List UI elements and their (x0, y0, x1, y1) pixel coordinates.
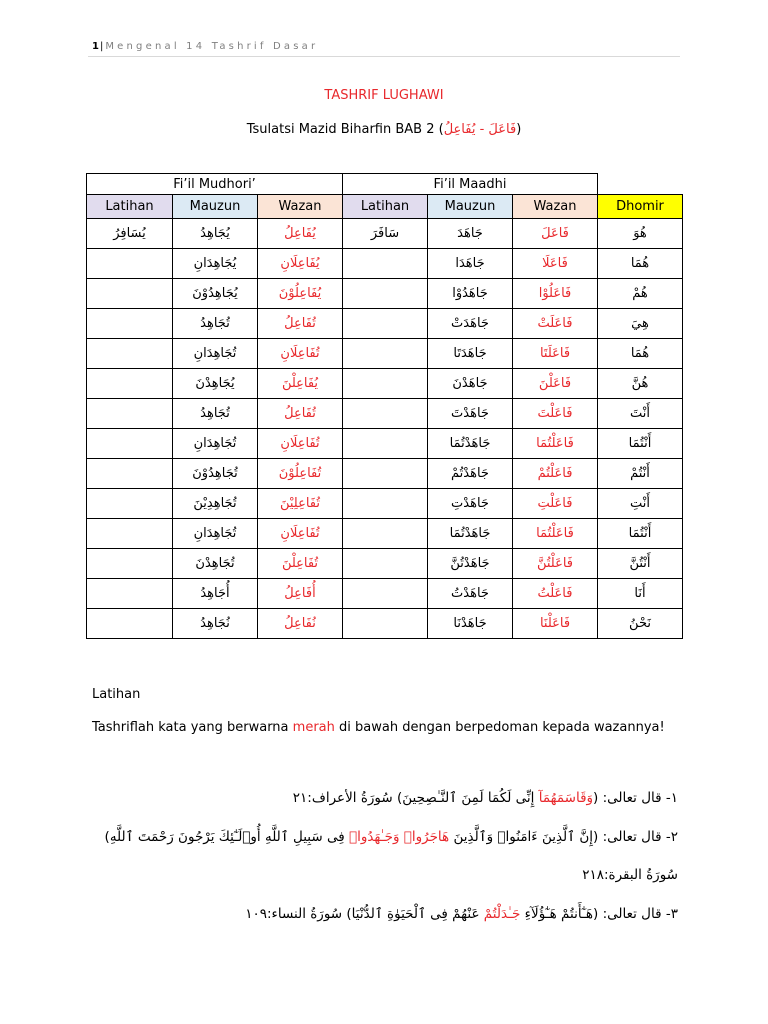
mauzun-maadhi-cell: جَاهَدْتِ (428, 489, 513, 519)
header-divider (88, 56, 680, 57)
latihan-maadhi-cell (343, 309, 428, 339)
latihan-maadhi-cell: سَافَرَ (343, 219, 428, 249)
exercise-target-word: جَـٰدَلْتُمْ (483, 906, 521, 922)
latihan-maadhi-cell (343, 339, 428, 369)
latihan-mudhori-cell (87, 489, 173, 519)
group-header-empty (598, 174, 683, 195)
wazan-mudhori-cell: نُفَاعِلُ (258, 609, 343, 639)
page-subtitle (0, 122, 768, 137)
dhomir-cell: أَنْتُمَا (598, 429, 683, 459)
latihan-maadhi-cell (343, 249, 428, 279)
table-row (87, 339, 683, 369)
page-title: TASHRIF LUGHAWI (324, 88, 444, 103)
latihan-mudhori-cell (87, 579, 173, 609)
group-header-maadhi: Fi’il Maadhi (343, 174, 598, 195)
table-row (87, 309, 683, 339)
dhomir-cell: نَحْنُ (598, 609, 683, 639)
exercise-target-word: وَقَاسَمَهُمَآ (538, 790, 594, 806)
mauzun-mudhori-cell: تُجَاهِدَانِ (173, 339, 258, 369)
exercise-text: إِنِّى لَكُمَا لَمِنَ ٱلنَّـٰصِحِينَ) سُورَةُ الأعراف:٢١ (292, 790, 539, 806)
dhomir-cell: هُوَ (598, 219, 683, 249)
col-header-latihan: Latihan (343, 195, 428, 219)
latihan-maadhi-cell (343, 459, 428, 489)
instruction-highlight: merah (292, 720, 335, 735)
table-row (87, 399, 683, 429)
latihan-mudhori-cell (87, 279, 173, 309)
mauzun-mudhori-cell: تُجَاهِدُ (173, 309, 258, 339)
table-row (87, 609, 683, 639)
table-row (87, 249, 683, 279)
mauzun-maadhi-cell: جَاهَدَتْ (428, 309, 513, 339)
table-row (87, 429, 683, 459)
latihan-mudhori-cell (87, 519, 173, 549)
latihan-instruction (92, 720, 665, 735)
dhomir-cell: هُمْ (598, 279, 683, 309)
wazan-maadhi-cell: فَاعَلْتُمَا (513, 519, 598, 549)
col-header-mauzun: Mauzun (428, 195, 513, 219)
mauzun-mudhori-cell: يُجَاهِدَانِ (173, 249, 258, 279)
latihan-mudhori-cell (87, 249, 173, 279)
latihan-mudhori-cell (87, 459, 173, 489)
subtitle-arabic-wazan: فَاعَلَ - يُفَاعِلُ (443, 122, 517, 137)
wazan-maadhi-cell: فَاعَلْتُمْ (513, 459, 598, 489)
page-number: 1 (92, 41, 99, 52)
mauzun-mudhori-cell: تُجَاهِدَانِ (173, 429, 258, 459)
mauzun-mudhori-cell: تُجَاهِدُ (173, 399, 258, 429)
latihan-maadhi-cell (343, 609, 428, 639)
running-header (92, 41, 318, 52)
wazan-mudhori-cell: يُفَاعِلَانِ (258, 249, 343, 279)
latihan-maadhi-cell (343, 279, 428, 309)
wazan-mudhori-cell: تُفَاعِلُوْنَ (258, 459, 343, 489)
latihan-maadhi-cell (343, 429, 428, 459)
mauzun-maadhi-cell: جَاهَدْتُمَا (428, 519, 513, 549)
group-header-mudhori: Fi’il Mudhori’ (87, 174, 343, 195)
latihan-maadhi-cell (343, 549, 428, 579)
col-header-latihan: Latihan (87, 195, 173, 219)
wazan-maadhi-cell: فَاعَلَ (513, 219, 598, 249)
column-header-row (87, 195, 683, 219)
latihan-maadhi-cell (343, 399, 428, 429)
wazan-mudhori-cell: تُفَاعِلُ (258, 309, 343, 339)
latihan-heading: Latihan (92, 687, 141, 702)
exercise-text: ٣- قال تعالى: (هَـٰٓأَنتُمْ هَـٰٓؤُلَآءِ (520, 906, 678, 922)
mauzun-mudhori-cell: يُجَاهِدُوْنَ (173, 279, 258, 309)
col-header-wazan: Wazan (513, 195, 598, 219)
instruction-text-end: di bawah dengan berpedoman kepada wazannya! (334, 720, 665, 735)
table-row (87, 459, 683, 489)
mauzun-mudhori-cell: يُجَاهِدُ (173, 219, 258, 249)
wazan-mudhori-cell: تُفَاعِلَانِ (258, 339, 343, 369)
group-header-row (87, 174, 683, 195)
wazan-maadhi-cell: فَاعَلْتِ (513, 489, 598, 519)
table-row (87, 219, 683, 249)
latihan-mudhori-cell (87, 429, 173, 459)
wazan-maadhi-cell: فَاعَلْنَا (513, 609, 598, 639)
dhomir-cell: هُمَا (598, 339, 683, 369)
dhomir-cell: هِيَ (598, 309, 683, 339)
exercise-1 (88, 779, 678, 817)
subtitle-text: Tsulatsi Mazid Biharfin BAB 2 ( (246, 122, 444, 137)
exercise-text: فِى سَبِيلِ ٱللَّهِ أُو۟لَـٰٓئِكَ يَرْجُونَ رَحْمَتَ ٱللَّهِ) سُورَةُ البقرة:٢١٨ (104, 829, 678, 883)
mauzun-maadhi-cell: جَاهَدَتَا (428, 339, 513, 369)
wazan-maadhi-cell: فَاعَلْتُمَا (513, 429, 598, 459)
wazan-maadhi-cell: فَاعَلُوْا (513, 279, 598, 309)
exercise-text: عَنْهُمْ فِى ٱلْحَيَوٰةِ ٱلدُّنْيَا) سُورَةُ النساء:١٠٩ (245, 906, 484, 922)
latihan-mudhori-cell (87, 369, 173, 399)
table-row (87, 549, 683, 579)
wazan-maadhi-cell: فَاعَلَتْ (513, 309, 598, 339)
table-row (87, 519, 683, 549)
mauzun-mudhori-cell: تُجَاهِدْنَ (173, 549, 258, 579)
latihan-mudhori-cell (87, 399, 173, 429)
latihan-mudhori-cell (87, 309, 173, 339)
mauzun-maadhi-cell: جَاهَدَا (428, 249, 513, 279)
exercise-text: ٢- قال تعالى: (إِنَّ ٱلَّذِينَ ءَامَنُوا۟ وَٱلَّذِينَ (449, 829, 678, 845)
latihan-mudhori-cell (87, 339, 173, 369)
mauzun-mudhori-cell: تُجَاهِدُوْنَ (173, 459, 258, 489)
col-header-wazan: Wazan (258, 195, 343, 219)
dhomir-cell: أَنَا (598, 579, 683, 609)
mauzun-maadhi-cell: جَاهَدْتُمَا (428, 429, 513, 459)
subtitle-close: ) (516, 122, 522, 137)
mauzun-maadhi-cell: جَاهَدْتَ (428, 399, 513, 429)
dhomir-cell: أَنْتُمَا (598, 519, 683, 549)
mauzun-mudhori-cell: يُجَاهِدْنَ (173, 369, 258, 399)
instruction-text: Tashriflah kata yang berwarna (92, 720, 293, 735)
mauzun-maadhi-cell: جَاهَدُوْا (428, 279, 513, 309)
latihan-maadhi-cell (343, 369, 428, 399)
mauzun-maadhi-cell: جَاهَدْنَا (428, 609, 513, 639)
mauzun-mudhori-cell: أُجَاهِدُ (173, 579, 258, 609)
col-header-mauzun: Mauzun (173, 195, 258, 219)
table-row (87, 489, 683, 519)
mauzun-maadhi-cell: جَاهَدْنَ (428, 369, 513, 399)
mauzun-mudhori-cell: تُجَاهِدَانِ (173, 519, 258, 549)
wazan-mudhori-cell: أُفَاعِلُ (258, 579, 343, 609)
table-row (87, 279, 683, 309)
wazan-maadhi-cell: فَاعَلْتُ (513, 579, 598, 609)
dhomir-cell: أَنْتِ (598, 489, 683, 519)
dhomir-cell: أَنْتُنَّ (598, 549, 683, 579)
mauzun-maadhi-cell: جَاهَدْتُمْ (428, 459, 513, 489)
wazan-maadhi-cell: فَاعَلْتَ (513, 399, 598, 429)
col-header-dhomir: Dhomir (598, 195, 683, 219)
exercise-3 (88, 895, 678, 933)
mauzun-mudhori-cell: نُجَاهِدُ (173, 609, 258, 639)
wazan-mudhori-cell: تُفَاعِلَانِ (258, 429, 343, 459)
wazan-mudhori-cell: تُفَاعِلْنَ (258, 549, 343, 579)
dhomir-cell: هُنَّ (598, 369, 683, 399)
wazan-mudhori-cell: تُفَاعِلَانِ (258, 519, 343, 549)
dhomir-cell: أَنْتَ (598, 399, 683, 429)
wazan-maadhi-cell: فَاعَلْتُنَّ (513, 549, 598, 579)
latihan-mudhori-cell (87, 609, 173, 639)
wazan-mudhori-cell: تُفَاعِلُ (258, 399, 343, 429)
dhomir-cell: هُمَا (598, 249, 683, 279)
mauzun-maadhi-cell: جَاهَدْتُ (428, 579, 513, 609)
exercise-text: ١- قال تعالى: ( (593, 790, 678, 806)
mauzun-maadhi-cell: جَاهَدْتُنَّ (428, 549, 513, 579)
wazan-mudhori-cell: يُفَاعِلُ (258, 219, 343, 249)
tashrif-table (86, 173, 683, 639)
latihan-maadhi-cell (343, 519, 428, 549)
wazan-mudhori-cell: تُفَاعِلِيْنَ (258, 489, 343, 519)
latihan-mudhori-cell (87, 549, 173, 579)
wazan-mudhori-cell: يُفَاعِلْنَ (258, 369, 343, 399)
latihan-mudhori-cell: يُسَافِرُ (87, 219, 173, 249)
table-row (87, 369, 683, 399)
latihan-maadhi-cell (343, 579, 428, 609)
latihan-maadhi-cell (343, 489, 428, 519)
exercise-2 (88, 818, 678, 894)
header-separator: | (99, 41, 104, 52)
wazan-maadhi-cell: فَاعَلْنَ (513, 369, 598, 399)
mauzun-maadhi-cell: جَاهَدَ (428, 219, 513, 249)
table-row (87, 579, 683, 609)
dhomir-cell: أَنْتُمْ (598, 459, 683, 489)
running-title: Mengenal 14 Tashrif Dasar (105, 41, 319, 52)
wazan-maadhi-cell: فَاعَلَتَا (513, 339, 598, 369)
wazan-mudhori-cell: يُفَاعِلُوْنَ (258, 279, 343, 309)
mauzun-mudhori-cell: تُجَاهِدِيْنَ (173, 489, 258, 519)
exercise-target-word: هَاجَرُوا۟ وَجَـٰهَدُوا۟ (348, 829, 450, 845)
wazan-maadhi-cell: فَاعَلَا (513, 249, 598, 279)
